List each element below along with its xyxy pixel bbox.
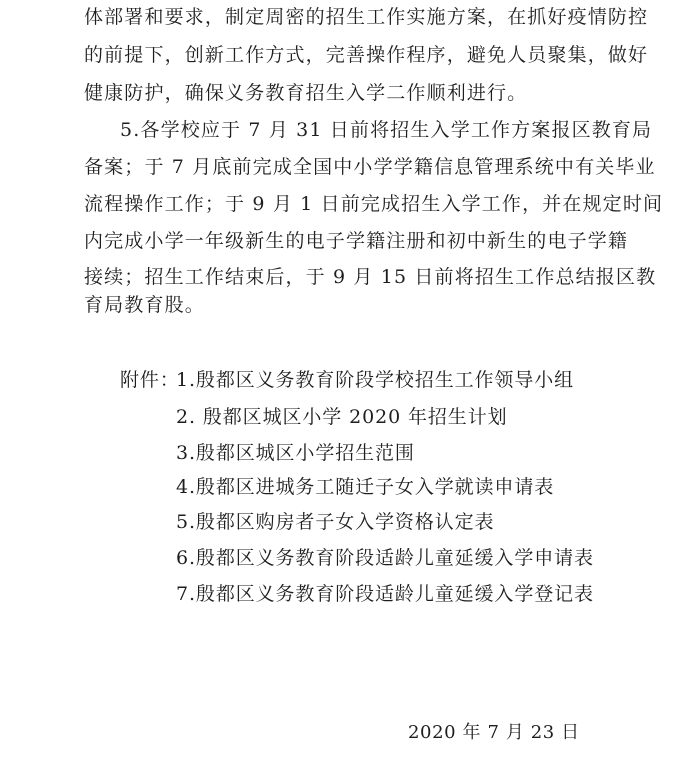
text-line: 体部署和要求，制定周密的招生工作实施方案，在抓好疫情防控 bbox=[84, 6, 649, 28]
text-line: 备案；于 7 月底前完成全国中小学学籍信息管理系统中有关毕业 bbox=[84, 156, 656, 178]
text-line: 流程操作工作；于 9 月 1 日前完成招生入学工作，并在规定时间 bbox=[84, 193, 664, 215]
attachments-label: 附件： bbox=[120, 369, 180, 391]
attachment-item: 7.殷都区义务教育阶段适龄儿童延缓入学登记表 bbox=[176, 583, 594, 605]
attachment-item: 5.殷都区购房者子女入学资格认定表 bbox=[176, 511, 495, 533]
text-line: 接续；招生工作结束后，于 9 月 15 日前将招生工作总结报区教 bbox=[84, 266, 657, 288]
attachment-item: 3.殷都区城区小学招生范围 bbox=[176, 442, 415, 464]
text-line: 健康防护，确保义务教育招生入学二作顺利进行。 bbox=[84, 82, 528, 104]
attachment-item: 6.殷都区义务教育阶段适龄儿童延缓入学申请表 bbox=[176, 547, 594, 569]
attachment-item: 1.殷都区义务教育阶段学校招生工作领导小组 bbox=[176, 369, 575, 391]
attachment-item: 4.殷都区进城务工随迁子女入学就读申请表 bbox=[176, 476, 555, 498]
signature-date: 2020 年 7 月 23 日 bbox=[408, 722, 580, 743]
text-line: 5.各学校应于 7 月 31 日前将招生入学工作方案报区教育局 bbox=[120, 119, 653, 141]
attachment-item: 2. 殷都区城区小学 2020 年招生计划 bbox=[176, 406, 508, 428]
text-line: 内完成小学一年级新生的电子学籍注册和初中新生的电子学籍 bbox=[84, 230, 629, 252]
text-line: 育局教育股。 bbox=[84, 294, 205, 316]
text-line: 的前提下，创新工作方式，完善操作程序，避免人员聚集，做好 bbox=[84, 44, 649, 66]
